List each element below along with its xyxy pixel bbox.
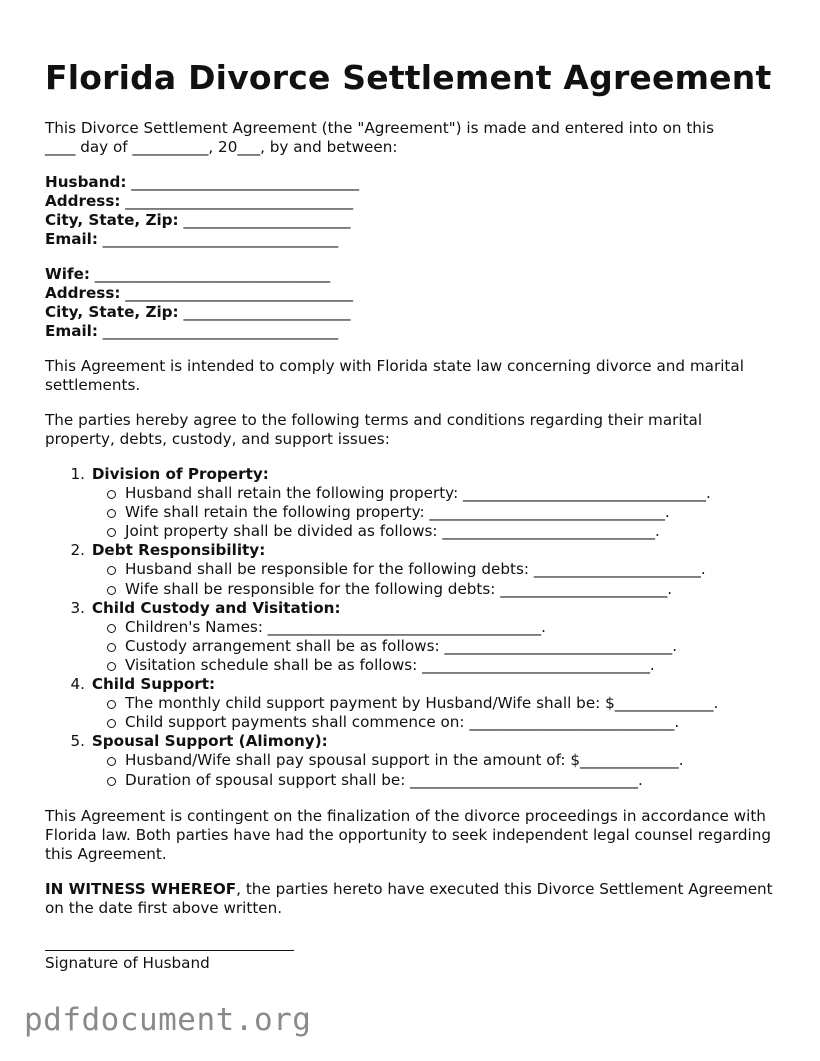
- list-item-text[interactable]: Visitation schedule shall be as follows: ______________________________.: [125, 655, 655, 674]
- wife-address-label: Address:: [45, 284, 121, 302]
- list-item-text[interactable]: Joint property shall be divided as follows: ____________________________.: [125, 522, 660, 541]
- circle-bullet-icon: [107, 624, 116, 633]
- list-item: [65, 751, 718, 770]
- husband-name-label: Husband:: [45, 173, 127, 191]
- circle-bullet-icon: [107, 700, 116, 709]
- husband-email-label: Email:: [45, 230, 98, 248]
- signature-line[interactable]: [45, 950, 294, 951]
- husband-address-field[interactable]: ______________________________: [125, 192, 354, 210]
- term-heading: [65, 675, 718, 694]
- husband-info-block: [45, 173, 359, 249]
- term-number: 2.: [70, 541, 85, 560]
- circle-bullet-icon: [107, 490, 116, 499]
- wife-address-field[interactable]: ______________________________: [125, 284, 354, 302]
- wife-info-block: [45, 265, 353, 341]
- husband-name-field[interactable]: ______________________________: [131, 173, 360, 191]
- list-item-text[interactable]: Wife shall retain the following property: _______________________________.: [125, 503, 670, 522]
- circle-bullet-icon: [107, 509, 116, 518]
- signature-label: Signature of Husband: [45, 954, 210, 972]
- circle-bullet-icon: [107, 586, 116, 595]
- husband-email-field[interactable]: _______________________________: [102, 230, 339, 248]
- contingent-paragraph: This Agreement is contingent on the finalization of the divorce proceedings in accordance with Florida law. Both parties have had the opportunity to seek independent legal counsel regarding this Agreement.: [45, 807, 772, 863]
- term-title: Debt Responsibility:: [91, 541, 266, 560]
- witness-heading: IN WITNESS WHEREOF: [45, 880, 237, 898]
- term-title: Spousal Support (Alimony):: [91, 732, 328, 751]
- intro-line-1: This Divorce Settlement Agreement (the "Agreement") is made and entered into on this: [45, 119, 715, 137]
- list-item-text[interactable]: Husband/Wife shall pay spousal support in the amount of: $_____________.: [125, 751, 684, 770]
- list-item: [65, 656, 718, 675]
- term-number: 5.: [70, 732, 85, 751]
- terms-intro-paragraph: The parties hereby agree to the following terms and conditions regarding their marital property, debts, custody, and support issues:: [45, 411, 703, 448]
- comply-paragraph: This Agreement is intended to comply with Florida state law concerning divorce and marital settlements.: [45, 357, 744, 394]
- list-item-text[interactable]: Duration of spousal support shall be: ______________________________.: [125, 770, 643, 789]
- husband-address-label: Address:: [45, 192, 121, 210]
- term-title: Child Support:: [91, 675, 216, 694]
- watermark: pdfdocument.org: [24, 1002, 312, 1038]
- term-heading: [65, 465, 718, 484]
- circle-bullet-icon: [107, 643, 116, 652]
- list-item: [65, 484, 718, 503]
- intro-line-2: ____ day of __________, 20___, by and between:: [45, 138, 398, 156]
- term-heading: [65, 599, 718, 618]
- wife-email-field[interactable]: _______________________________: [102, 322, 339, 340]
- circle-bullet-icon: [107, 528, 116, 537]
- circle-bullet-icon: [107, 566, 116, 575]
- list-item: [65, 713, 718, 732]
- term-number: 3.: [70, 598, 85, 617]
- list-item: [65, 580, 718, 599]
- term-number: 4.: [70, 675, 85, 694]
- witness-text: , the parties hereto have executed this Divorce Settlement Agreement on the date first above written.: [45, 880, 773, 917]
- list-item: [65, 637, 718, 656]
- circle-bullet-icon: [107, 662, 116, 671]
- circle-bullet-icon: [107, 719, 116, 728]
- wife-email-label: Email:: [45, 322, 98, 340]
- list-item: [65, 560, 718, 579]
- intro-paragraph: [45, 119, 775, 157]
- wife-city-label: City, State, Zip:: [45, 303, 179, 321]
- husband-city-field[interactable]: ______________________: [183, 211, 351, 229]
- list-item-text[interactable]: Husband shall be responsible for the following debts: ______________________.: [125, 560, 706, 579]
- list-item-text[interactable]: Wife shall be responsible for the following debts: ______________________.: [125, 579, 673, 598]
- list-item-text[interactable]: Custody arrangement shall be as follows: ______________________________.: [125, 636, 678, 655]
- wife-name-field[interactable]: _______________________________: [94, 265, 331, 283]
- term-title: Division of Property:: [91, 465, 269, 483]
- list-item: [65, 771, 718, 790]
- list-item-text[interactable]: Children's Names: ____________________________________.: [125, 617, 546, 636]
- circle-bullet-icon: [107, 757, 116, 766]
- term-heading: [65, 541, 718, 560]
- circle-bullet-icon: [107, 777, 116, 786]
- term-title: Child Custody and Visitation:: [91, 598, 341, 617]
- list-item: [65, 503, 718, 522]
- list-item: [65, 522, 718, 541]
- terms-list: [65, 465, 718, 790]
- wife-name-label: Wife:: [45, 265, 90, 283]
- wife-city-field[interactable]: ______________________: [183, 303, 351, 321]
- term-number: 1.: [70, 465, 85, 483]
- husband-city-label: City, State, Zip:: [45, 211, 179, 229]
- list-item-text[interactable]: Child support payments shall commence on: ___________________________.: [125, 713, 680, 732]
- list-item-text[interactable]: The monthly child support payment by Husband/Wife shall be: $_____________.: [125, 694, 719, 713]
- list-item-text[interactable]: Husband shall retain the following property: ________________________________.: [125, 484, 711, 503]
- term-heading: [65, 732, 718, 751]
- list-item: [65, 694, 718, 713]
- page-title: Florida Divorce Settlement Agreement: [45, 58, 772, 97]
- list-item: [65, 618, 718, 637]
- witness-paragraph: [45, 880, 775, 918]
